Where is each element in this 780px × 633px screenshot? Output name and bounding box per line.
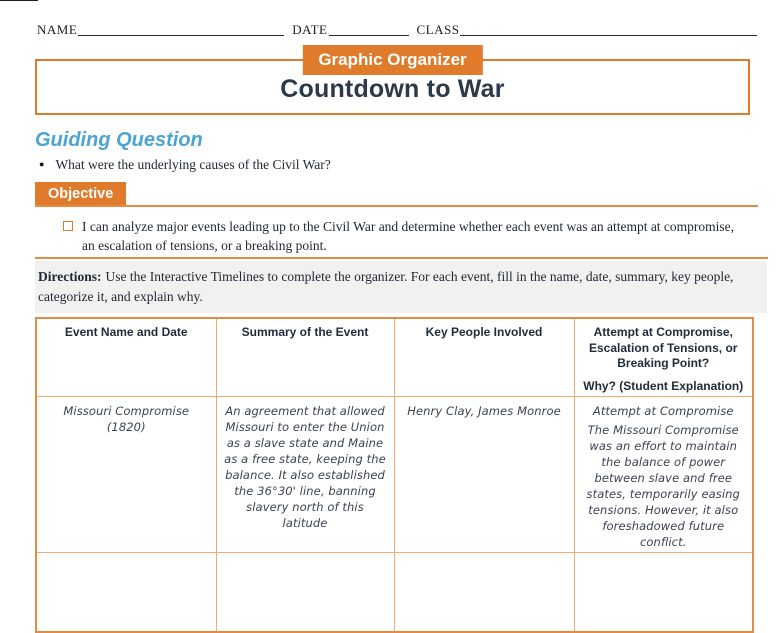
screen-edge-artifact bbox=[0, 0, 38, 1]
directions-label: Directions: bbox=[38, 269, 102, 284]
checkbox-icon bbox=[63, 221, 73, 231]
header-category bbox=[574, 318, 753, 396]
cell-event-name-empty bbox=[36, 552, 216, 632]
header-event-name: Event Name and Date bbox=[36, 318, 216, 396]
guiding-question-heading: Guiding Question bbox=[35, 129, 203, 151]
table-row bbox=[36, 396, 753, 552]
table-header-row bbox=[36, 318, 753, 396]
page-title: Countdown to War bbox=[280, 75, 505, 103]
class-blank-line bbox=[460, 34, 757, 36]
cell-summary-empty bbox=[216, 552, 394, 632]
objective-badge: Objective bbox=[35, 182, 126, 205]
name-label: NAME bbox=[37, 22, 78, 37]
class-label: CLASS bbox=[416, 22, 460, 37]
table-row-empty bbox=[36, 552, 753, 632]
section-divider-rule bbox=[35, 257, 768, 259]
directions-text: Use the Interactive Timelines to complete the organizer. For each event, fill in the name, date, summary, key people, categorize it, and explain why. bbox=[38, 269, 734, 304]
date-blank-line bbox=[329, 34, 409, 36]
student-info-row bbox=[0, 0, 780, 38]
date-label: DATE bbox=[292, 22, 328, 37]
organizer-table bbox=[35, 317, 754, 633]
cell-key-people: Henry Clay, James Monroe bbox=[394, 396, 574, 552]
cell-category-empty bbox=[574, 552, 753, 632]
guiding-question-text: What were the underlying causes of the Civil War? bbox=[55, 157, 331, 172]
category-text: Attempt at Compromise bbox=[592, 403, 734, 418]
objective-heading-bar bbox=[35, 182, 758, 207]
objective-item bbox=[63, 217, 748, 255]
header-summary: Summary of the Event bbox=[216, 318, 394, 396]
name-blank-line bbox=[78, 34, 284, 36]
cell-category-explanation bbox=[574, 396, 753, 552]
why-text: The Missouri Compromise was an effort to maintain the balance of power between slave and free states, temporarily easing tensions. However, it also foreshadowed future conflict. bbox=[586, 422, 740, 549]
cell-key-people-empty bbox=[394, 552, 574, 632]
directions-panel bbox=[35, 261, 767, 313]
header-category-line2: Why? (Student Explanation) bbox=[583, 378, 744, 393]
guiding-question-item bbox=[39, 156, 755, 173]
header-category-line1: Attempt at Compromise, Escalation of Tensions, or Breaking Point? bbox=[589, 325, 738, 370]
objective-text: I can analyze major events leading up to the Civil War and determine whether each event was an attempt at compromise, an escalation of tensions, or a breaking point. bbox=[82, 219, 735, 253]
bullet-icon: ● bbox=[39, 159, 45, 169]
title-banner bbox=[35, 50, 750, 115]
graphic-organizer-badge: Graphic Organizer bbox=[302, 45, 482, 75]
cell-summary: An agreement that allowed Missouri to enter the Union as a slave state and Maine as a free state, keeping the balance. It also established the 36°30' line, banning slavery north of this latitude bbox=[216, 396, 394, 552]
header-key-people: Key People Involved bbox=[394, 318, 574, 396]
cell-event-name: Missouri Compromise (1820) bbox=[36, 396, 216, 552]
